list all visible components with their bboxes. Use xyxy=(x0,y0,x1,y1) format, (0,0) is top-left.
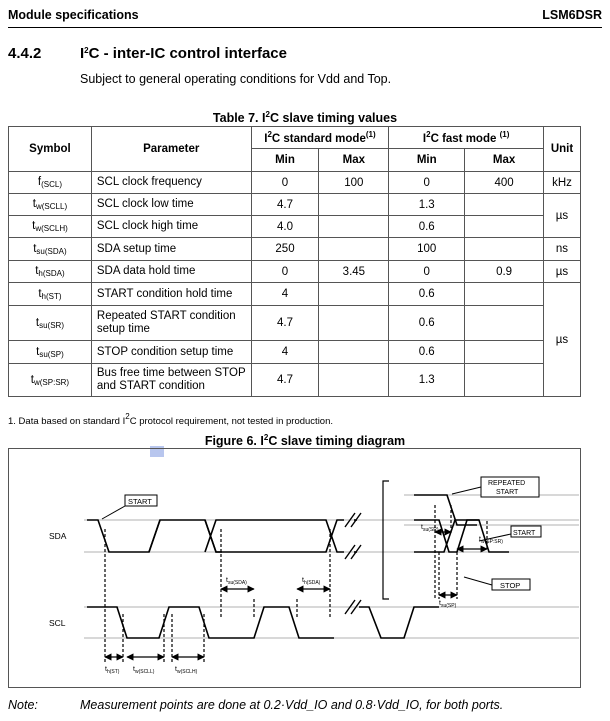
start-label: START xyxy=(128,497,152,506)
scl-waveform xyxy=(87,607,439,638)
page-header xyxy=(8,6,602,28)
sda-label: SDA xyxy=(49,531,67,541)
detail-bracket xyxy=(383,481,389,599)
scl-label: SCL xyxy=(49,618,66,628)
col-header-unit: Unit xyxy=(543,127,580,172)
repeated-start-label-1: REPEATED xyxy=(488,480,526,487)
i2c-timing-table xyxy=(8,126,581,397)
table-footnote: 1. Data based on standard $I^2C$ protocol requirement, not tested in production. xyxy=(8,412,334,427)
col-header-fast-max: Max xyxy=(465,149,544,172)
header-section-name: Module specifications xyxy=(8,8,139,22)
t-su-sp-label: $t_{su(SP)}$ xyxy=(439,600,457,609)
t-w-sclh-label: $t_{w(SCLH)}$ xyxy=(175,666,198,675)
section-title: $I^2C$ - inter-IC control interface xyxy=(80,45,287,62)
table-row: $t_{h(ST)}$ START condition hold time 4 0.6 µs xyxy=(9,283,581,306)
t-h-sda-label: $t_{h(SDA)}$ xyxy=(302,577,321,586)
col-header-fast-min: Min xyxy=(389,149,465,172)
section-subtitle: Subject to general operating conditions for Vdd and Top. xyxy=(80,72,392,86)
table-row: $t_{w(SCLL)}$ SCL clock low time 4.7 1.3 µs xyxy=(9,194,581,216)
timing-diagram xyxy=(8,448,581,688)
figure-caption: Figure 6. $I^2C$ slave timing diagram xyxy=(204,433,406,448)
stop-label: STOP xyxy=(500,581,521,590)
repeated-start-label-2: START xyxy=(496,489,519,496)
table-row: $t_{h(SDA)}$ SDA data hold time 0 3.45 0 0.9 µs xyxy=(9,261,581,283)
t-h-st-label: $t_{h(ST)}$ xyxy=(105,666,120,675)
col-header-standard-mode: $I^2C$ standard mode$^{(1)}$ xyxy=(251,127,389,149)
col-header-fast-mode: $I^2C$ fast mode $^{(1)}$ xyxy=(389,127,544,149)
table-row: $t_{su(SDA)}$ SDA setup time 250 100 ns xyxy=(9,238,581,261)
t-su-sda-label: $t_{su(SDA)}$ xyxy=(226,577,247,586)
col-header-parameter: Parameter xyxy=(91,127,251,172)
col-header-std-max: Max xyxy=(319,149,389,172)
table-row: $t_{w(SCLH)}$ SCL clock high time 4.0 0.6 xyxy=(9,216,581,238)
t-su-sr-label: $t_{su(SR)}$ xyxy=(421,524,439,533)
table-row: $t_{su(SP)}$ STOP condition setup time 4 0.6 xyxy=(9,341,581,364)
col-header-std-min: Min xyxy=(251,149,319,172)
start2-label: START xyxy=(513,530,536,537)
table-caption: Table 7. $I^2C$ slave timing values xyxy=(212,110,398,125)
table-row: $t_{w(SP:SR)}$ Bus free time between STOP and START condition 4.7 1.3 xyxy=(9,364,581,397)
reference-lines xyxy=(84,495,579,638)
header-part-number: LSM6DSR xyxy=(542,8,602,22)
t-w-scll-label: $t_{w(SCLL)}$ xyxy=(133,666,155,675)
table-row: $f_{(SCL)}$ SCL clock frequency 0 100 0 400 kHz xyxy=(9,172,581,194)
section-number: 4.4.2 xyxy=(8,45,42,62)
col-header-symbol: Symbol xyxy=(9,127,92,172)
t-w-spsr-label: $t_{w(SP:SR)}$ xyxy=(479,536,503,545)
sda-break-marks xyxy=(345,513,361,614)
note-label: Note: xyxy=(8,698,38,712)
note-text: Measurement points are done at 0.2·Vdd_IO and 0.8·Vdd_IO, for both ports. xyxy=(80,698,504,712)
table-row: $t_{su(SR)}$ Repeated START condition setup time 4.7 0.6 xyxy=(9,306,581,341)
